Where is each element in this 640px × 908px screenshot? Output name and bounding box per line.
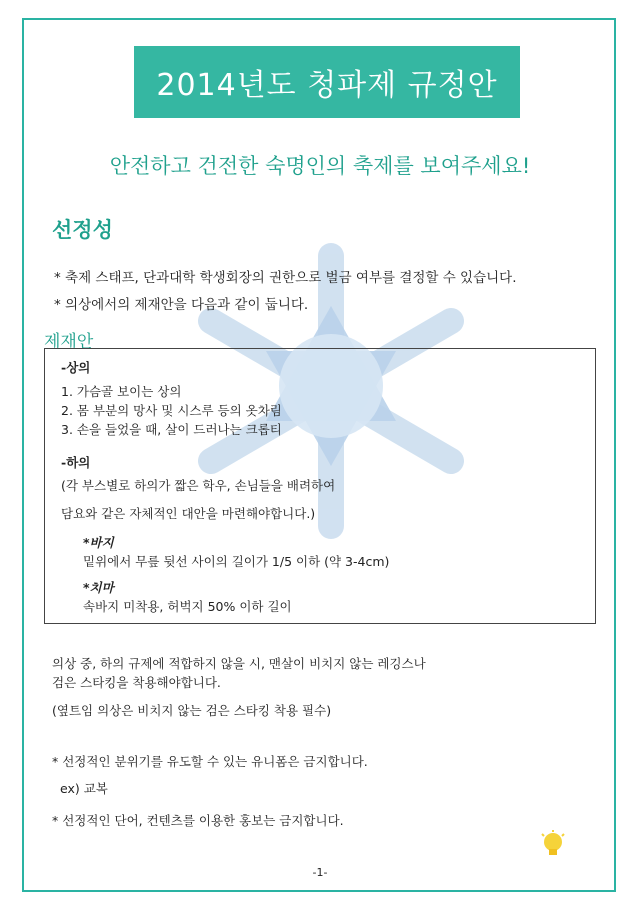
- pants-label: *바지: [83, 535, 114, 550]
- top-item: 3. 손을 들었을 때, 살이 드러나는 크롭티: [61, 422, 282, 437]
- note-leggings: 의상 중, 하의 규제에 적합하지 않을 시, 맨살이 비치지 않는 레깅스나: [52, 656, 426, 671]
- top-heading: -상의: [61, 360, 91, 375]
- bottom-intro: 담요와 같은 자체적인 대안을 마련해야합니다.): [61, 506, 316, 521]
- pants-rule: 밑위에서 무릎 뒷선 사이의 길이가 1/5 이하 (약 3-4cm): [83, 554, 390, 569]
- uniform-example: ex) 교복: [60, 781, 108, 796]
- proposal-label: 제재안: [44, 332, 94, 352]
- skirt-rule: 속바지 미착용, 허벅지 50% 이하 길이: [83, 599, 292, 614]
- page-number: -1-: [312, 866, 328, 879]
- note-side-slit: (옆트임 의상은 비치지 않는 검은 스타킹 착용 필수): [52, 703, 332, 718]
- proposal-box: [44, 348, 596, 624]
- bottom-intro: (각 부스별로 하의가 짧은 학우, 손님들을 배려하여: [61, 478, 336, 493]
- top-item: 2. 몸 부분의 망사 및 시스루 등의 옷차림: [61, 403, 282, 418]
- top-item: 1. 가슴골 보이는 상의: [61, 384, 182, 399]
- document-title: 2014년도 청파제 규정안: [134, 46, 520, 118]
- note-stockings: 검은 스타킹을 착용해야합니다.: [52, 675, 221, 690]
- rule-promotion: * 선정적인 단어, 컨텐츠를 이용한 홍보는 금지합니다.: [52, 813, 344, 828]
- rule-bullet-fine: * 축제 스태프, 단과대학 학생회장의 권한으로 벌금 여부를 결정할 수 있습니다.: [54, 270, 517, 286]
- section-title: 선정성: [52, 218, 113, 242]
- document-subtitle: 안전하고 건전한 숙명인의 축제를 보여주세요!: [109, 154, 531, 178]
- rule-uniform: * 선정적인 분위기를 유도할 수 있는 유니폼은 금지합니다.: [52, 754, 368, 769]
- rule-bullet-sanctions: * 의상에서의 제재안을 다음과 같이 둡니다.: [54, 297, 309, 313]
- bottom-heading: -하의: [61, 455, 91, 470]
- lightbulb-icon: [540, 830, 566, 860]
- skirt-label: *치마: [83, 580, 114, 595]
